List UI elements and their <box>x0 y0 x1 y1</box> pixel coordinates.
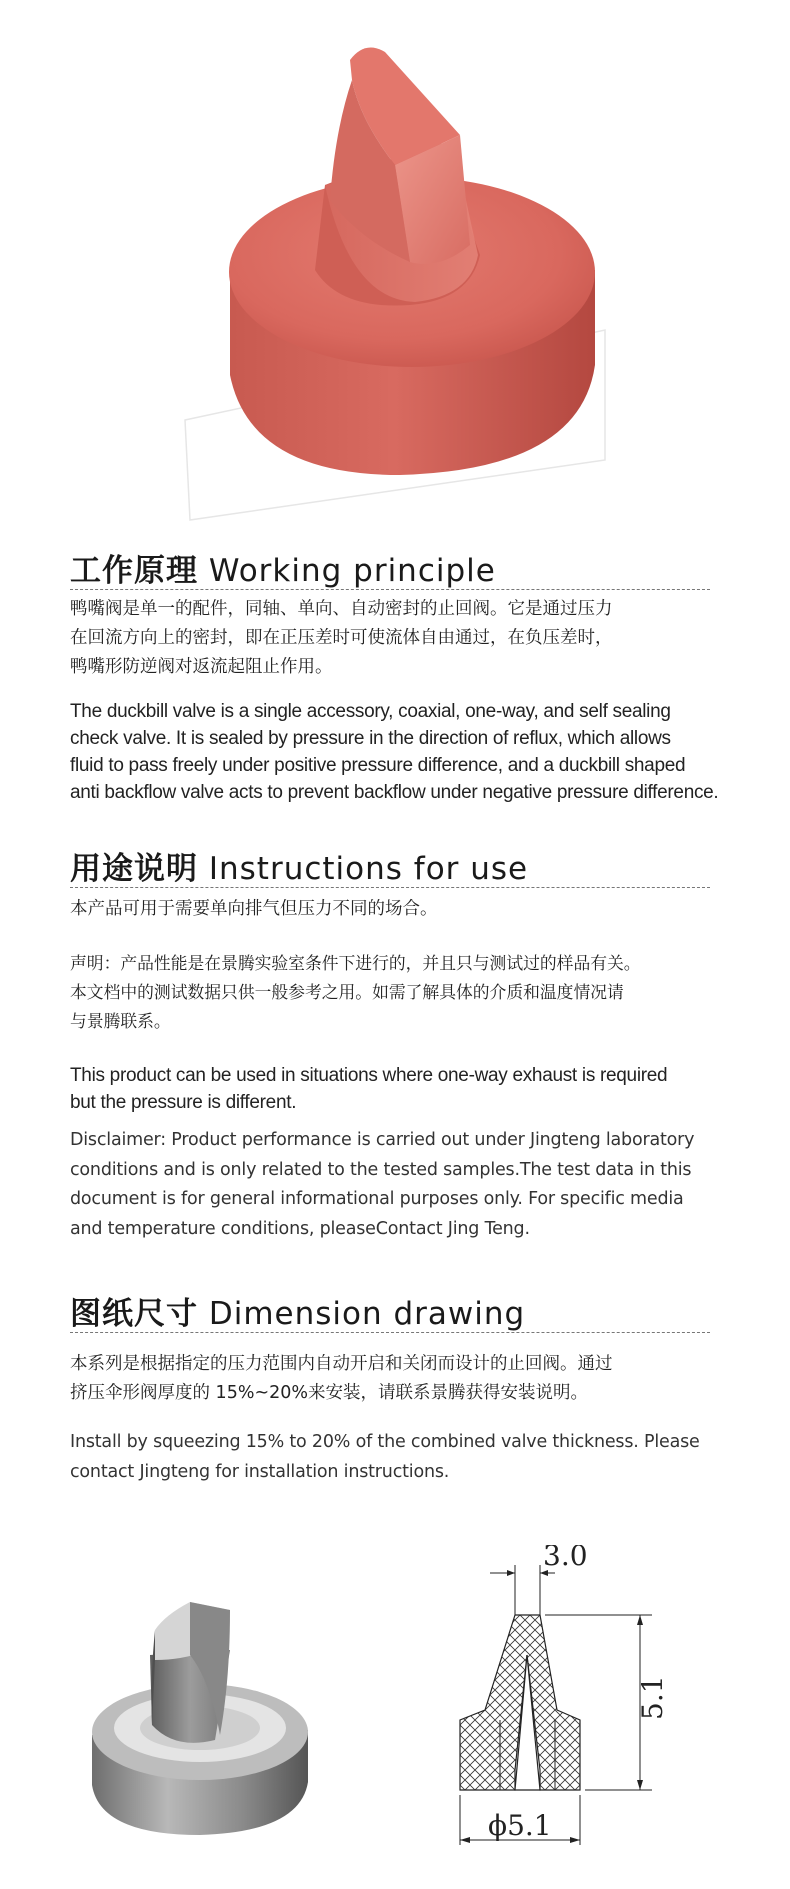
disclaimer-cn-line: 本文档中的测试数据只供一般参考之用。如需了解具体的介质和温度情况请 <box>70 982 624 1002</box>
dimension-title-en: Dimension drawing <box>208 1296 526 1332</box>
instructions-title-cn: 用途说明 <box>70 851 198 887</box>
working-title-cn: 工作原理 <box>70 553 198 589</box>
instructions-section <box>70 843 720 1239</box>
dimension-cn-line: 挤压伞形阀厚度的 15%~20%来安装，请联系景腾获得安装说明。 <box>70 1383 589 1403</box>
instructions-title <box>70 843 720 888</box>
red-duckbill-valve-photo <box>0 0 790 530</box>
height-label: 5.1 <box>636 1675 669 1720</box>
disclaimer-cn-paragraph <box>70 949 641 1036</box>
working-principle-title <box>70 545 720 590</box>
instructions-divider <box>70 887 710 888</box>
working-en-line: check valve. It is sealed by pressure in the direction of reflux, which allows <box>70 728 671 749</box>
dimension-section <box>70 1288 720 1482</box>
working-en-line: The duckbill valve is a single accessory, coaxial, one-way, and self sealing <box>70 701 671 722</box>
dimension-divider <box>70 1332 710 1333</box>
usage-cn-line: 本产品可用于需要单向排气但压力不同的场合。 <box>70 899 438 919</box>
dimension-technical-drawing <box>440 1545 750 1875</box>
usage-cn-line-block <box>70 895 438 924</box>
working-en-line: fluid to pass freely under positive pressure difference, and a duckbill shaped <box>70 755 686 776</box>
disclaimer-cn-line: 与景腾联系。 <box>70 1011 171 1031</box>
disclaimer-en-paragraph <box>70 1126 694 1244</box>
working-cn-paragraph <box>70 595 613 682</box>
disclaimer-cn-line: 声明：产品性能是在景腾实验室条件下进行的，并且只与测试过的样品有关。 <box>70 953 641 973</box>
working-divider <box>70 589 710 590</box>
instructions-title-en: Instructions for use <box>208 851 529 887</box>
working-en-line: anti backflow valve acts to prevent backflow under negative pressure difference. <box>70 782 719 803</box>
grey-valve-render <box>80 1560 320 1860</box>
usage-en-line: but the pressure is different. <box>70 1092 297 1113</box>
working-cn-line: 鸭嘴形防逆阀对返流起阻止作用。 <box>70 657 333 677</box>
top-width-label: 3.0 <box>543 1545 588 1572</box>
disclaimer-en-line: conditions and is only related to the tested samples.The test data in this <box>70 1159 692 1180</box>
dimension-en-paragraph <box>70 1428 700 1487</box>
working-cn-line: 在回流方向上的密封，即在正压差时可使流体自由通过，在负压差时， <box>70 628 613 648</box>
disclaimer-en-line: and temperature conditions, pleaseContact Jing Teng. <box>70 1218 530 1239</box>
dimension-en-line: Install by squeezing 15% to 20% of the combined valve thickness. Please <box>70 1432 700 1452</box>
diameter-label: ϕ5.1 <box>488 1809 552 1842</box>
working-principle-section <box>70 545 720 803</box>
dimension-cn-line: 本系列是根据指定的压力范围内自动开启和关闭而设计的止回阀。通过 <box>70 1354 613 1374</box>
disclaimer-en-line: document is for general informational purposes only. For specific media <box>70 1189 684 1209</box>
dimension-title <box>70 1288 720 1333</box>
dimension-en-line: contact Jingteng for installation instructions. <box>70 1461 450 1482</box>
usage-en-line: This product can be used in situations where one-way exhaust is required <box>70 1065 668 1086</box>
working-cn-line: 鸭嘴阀是单一的配件，同轴、单向、自动密封的止回阀。它是通过压力 <box>70 599 613 619</box>
dimension-cn-paragraph <box>70 1350 613 1408</box>
usage-en-paragraph <box>70 1062 667 1116</box>
working-title-en: Working principle <box>208 553 496 589</box>
working-en-paragraph <box>70 698 718 806</box>
disclaimer-en-line: Disclaimer: Product performance is carried out under Jingteng laboratory <box>70 1130 695 1150</box>
dimension-title-cn: 图纸尺寸 <box>70 1296 198 1332</box>
